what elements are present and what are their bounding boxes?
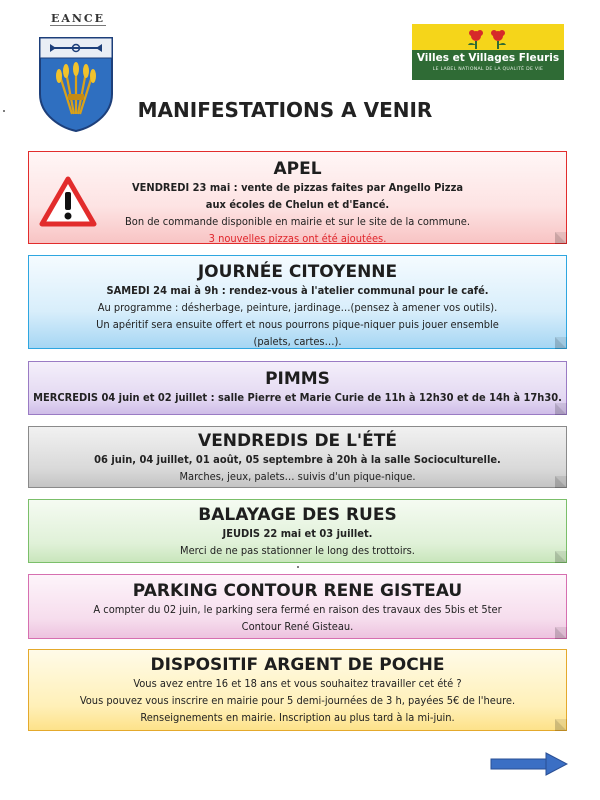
event-date-line: MERCREDIS 04 juin et 02 juillet : salle Pierre et Marie Curie de 11h à 12h30 et de 14h à 17h30. (33, 391, 562, 404)
logo-title: Villes et Villages Fleuris (416, 52, 560, 64)
event-info-line: (palets, cartes…). (253, 335, 342, 348)
event-title: VENDREDIS DE L'ÉTÉ (198, 431, 397, 451)
event-info-line: Vous avez entre 16 et 18 ans et vous souhaitez travailler cet été ? (133, 677, 462, 690)
event-info-line: Bon de commande disponible en mairie et sur le site de la commune. (124, 215, 470, 228)
event-title: PIMMS (265, 369, 330, 389)
event-box-argent-de-poche (28, 649, 567, 731)
commune-name: EANCE (50, 12, 106, 25)
folded-corner (555, 719, 567, 731)
page-title: MANIFESTATIONS A VENIR (137, 98, 433, 122)
coat-of-arms-icon (38, 36, 114, 132)
event-box-pimms (28, 361, 567, 415)
event-info-line: Vous pouvez vous inscrire en mairie pour 5 demi-journées de 3 h, payées 5€ de l'heure. (79, 694, 516, 707)
event-box-journee-citoyenne (28, 255, 567, 349)
event-location-line: aux écoles de Chelun et d'Eancé. (205, 198, 390, 211)
next-page-arrow-icon[interactable] (490, 752, 568, 776)
logo-tagline: LE LABEL NATIONAL DE LA QUALITÉ DE VIE (432, 67, 544, 72)
flowers-icon (464, 27, 512, 49)
folded-corner (555, 476, 567, 488)
event-title: DISPOSITIF ARGENT DE POCHE (150, 655, 445, 675)
folded-corner (555, 551, 567, 563)
event-box-apel (28, 151, 567, 244)
scan-speck (297, 566, 299, 568)
commune-name-underline (50, 25, 106, 29)
folded-corner (555, 627, 567, 639)
scan-speck (3, 110, 5, 112)
event-date-line: JEUDIS 22 mai et 03 juillet. (222, 527, 373, 540)
event-info-line: Contour René Gisteau. (241, 620, 354, 633)
event-date-line: SAMEDI 24 mai à 9h : rendez-vous à l'atelier communal pour le café. (106, 284, 489, 297)
event-update-line: 3 nouvelles pizzas ont été ajoutées. (208, 232, 387, 245)
event-info-line: Au programme : désherbage, peinture, jardinage…(pensez à amener vos outils). (97, 301, 498, 314)
event-info-line: A compter du 02 juin, le parking sera fermé en raison des travaux des 5bis et 5ter (93, 603, 502, 616)
event-info-line: Merci de ne pas stationner le long des trottoirs. (180, 544, 415, 557)
event-title: BALAYAGE DES RUES (198, 505, 397, 525)
event-info-line: Un apéritif sera ensuite offert et nous pourrons pique-niquer puis jouer ensemble (96, 318, 499, 331)
event-box-vendredis-ete (28, 426, 567, 488)
folded-corner (555, 337, 567, 349)
event-title: PARKING CONTOUR RENE GISTEAU (132, 581, 463, 601)
event-info-line: Renseignements en mairie. Inscription au plus tard à la mi-juin. (140, 711, 455, 724)
event-date-line: 06 juin, 04 juillet, 01 août, 05 septembre à 20h à la salle Socioculturelle. (94, 453, 501, 466)
event-info-line: Marches, jeux, palets… suivis d'un pique-nique. (179, 470, 416, 483)
event-box-balayage (28, 499, 567, 563)
folded-corner (555, 403, 567, 415)
folded-corner (555, 232, 567, 244)
villes-villages-fleuris-logo (412, 24, 564, 80)
event-title: JOURNÉE CITOYENNE (197, 262, 398, 282)
event-box-parking (28, 574, 567, 639)
warning-triangle-icon (39, 176, 97, 228)
event-date-line: VENDREDI 23 mai : vente de pizzas faites par Angello Pizza (131, 181, 463, 194)
event-title: APEL (273, 159, 322, 179)
